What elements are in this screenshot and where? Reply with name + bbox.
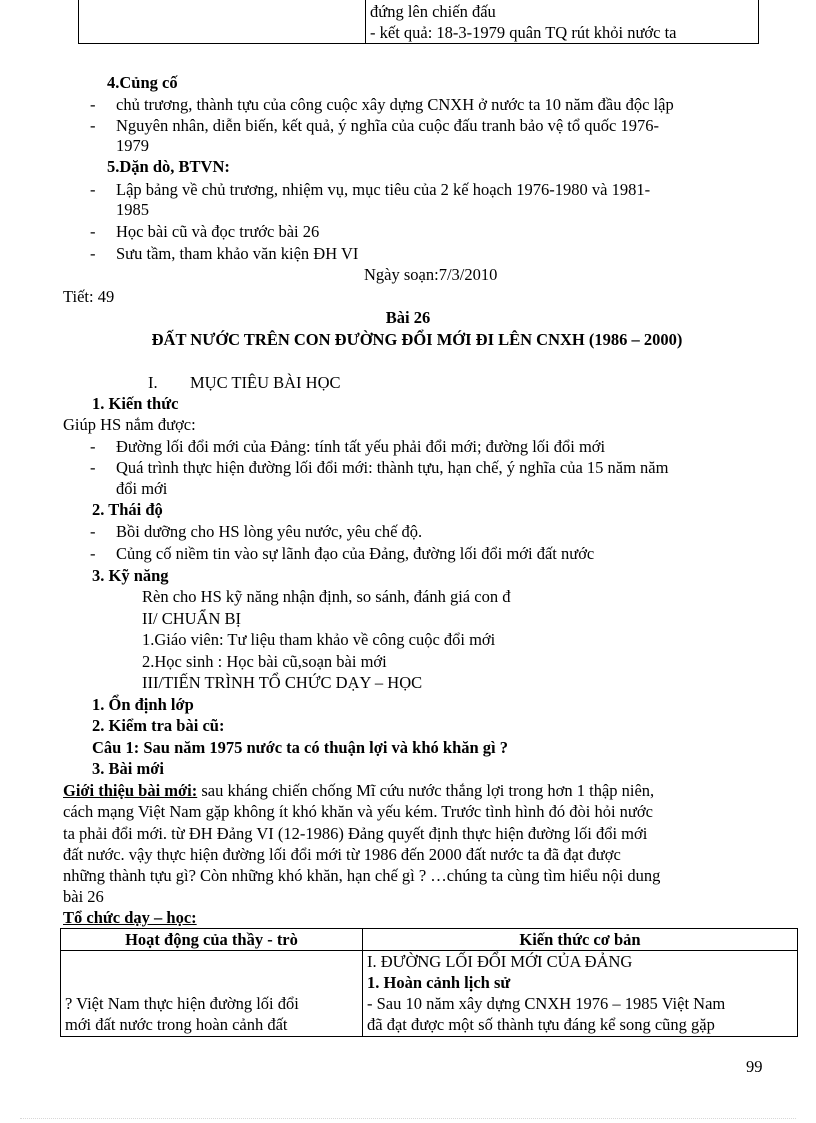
bullet-dash: - bbox=[90, 180, 96, 199]
cung-co-item-2: Nguyên nhân, diễn biến, kết quả, ý nghĩa của cuộc đấu tranh bảo vệ tổ quốc 1976- bbox=[116, 116, 659, 135]
gioi-thieu-line-5: những thành tựu gì? Còn những khó khăn, hạn chế gì ? …chúng ta cùng tìm hiểu nội dung bbox=[63, 866, 661, 885]
bullet-dash: - bbox=[90, 244, 96, 263]
lesson-number: Bài 26 bbox=[385, 308, 431, 327]
table-header-left: Hoạt động của thầy - trò bbox=[61, 929, 363, 951]
kien-thuc-item-2-cont: đổi mới bbox=[116, 479, 168, 498]
bullet-dash: - bbox=[90, 222, 96, 241]
gioi-thieu-label: Giới thiệu bài mới: bbox=[63, 781, 198, 800]
ky-nang-line: Rèn cho HS kỹ năng nhận định, so sánh, đánh giá con đ bbox=[142, 587, 511, 606]
left-cell-line-2: mới đất nước trong hoàn cảnh đất bbox=[65, 1015, 288, 1034]
cau-hoi-1: Câu 1: Sau năm 1975 nước ta có thuận lợi và khó khăn gì ? bbox=[92, 738, 509, 757]
muc-tieu-title: MỤC TIÊU BÀI HỌC bbox=[190, 373, 341, 392]
kien-thuc-heading: 1. Kiến thức bbox=[92, 394, 179, 413]
dan-do-item-2: Học bài cũ và đọc trước bài 26 bbox=[116, 222, 320, 241]
page-number: 99 bbox=[746, 1057, 763, 1076]
left-cell-line-1: ? Việt Nam thực hiện đường lối đổi bbox=[65, 994, 299, 1013]
table-left-cell bbox=[61, 951, 363, 1037]
top-table-line-1: đứng lên chiến đấu bbox=[370, 2, 496, 21]
thai-do-heading: 2. Thái độ bbox=[92, 500, 163, 519]
bai-moi-heading: 3. Bài mới bbox=[92, 759, 164, 778]
gioi-thieu-line-1 bbox=[63, 780, 654, 801]
right-cell-section: I. ĐƯỜNG LỐI ĐỔI MỚI CỦA ĐẢNG bbox=[367, 952, 633, 971]
kien-thuc-intro: Giúp HS nắm được: bbox=[63, 415, 196, 434]
table-header-right: Kiến thức cơ bản bbox=[363, 929, 798, 951]
gioi-thieu-line-2: cách mạng Việt Nam gặp không ít khó khăn và yếu kém. Trước tình hình đó đòi hỏi nước bbox=[63, 802, 653, 821]
right-cell-subheading: 1. Hoàn cảnh lịch sử bbox=[367, 973, 511, 992]
right-cell-line-1: - Sau 10 năm xây dựng CNXH 1976 – 1985 Việt Nam bbox=[367, 994, 726, 1013]
gioi-thieu-text-1: sau kháng chiến chống Mĩ cứu nước thắng lợi trong hơn 1 thập niên, bbox=[197, 781, 655, 800]
to-chuc-heading: Tổ chức dạy – học: bbox=[63, 908, 197, 927]
cung-co-item-1: chủ trương, thành tựu của công cuộc xây dựng CNXH ở nước ta 10 năm đầu độc lập bbox=[116, 95, 674, 114]
gioi-thieu-line-3: ta phải đổi mới. từ ĐH Đảng VI (12-1986) Đảng quyết định thực hiện đường lối đổi mới bbox=[63, 824, 648, 843]
top-table-left-cell bbox=[79, 0, 366, 44]
chuan-bi-heading: II/ CHUẨN BỊ bbox=[142, 609, 241, 628]
on-dinh-lop: 1. Ổn định lớp bbox=[92, 695, 194, 714]
bullet-dash: - bbox=[90, 522, 96, 541]
top-table bbox=[78, 0, 759, 44]
chuan-bi-giao-vien: 1.Giáo viên: Tư liệu tham khảo về công cuộc đổi mới bbox=[142, 630, 496, 649]
top-table-line-2: - kết quả: 18-3-1979 quân TQ rút khỏi nước ta bbox=[370, 23, 677, 42]
kien-thuc-item-1: Đường lối đổi mới của Đảng: tính tất yếu phải đổi mới; đường lối đổi mới bbox=[116, 437, 606, 456]
bullet-dash: - bbox=[90, 544, 96, 563]
dan-do-heading: 5.Dặn dò, BTVN: bbox=[107, 157, 230, 176]
cung-co-heading: 4.Củng cố bbox=[107, 73, 178, 92]
page-footer-divider bbox=[20, 1118, 796, 1119]
dan-do-item-3: Sưu tầm, tham khảo văn kiện ĐH VI bbox=[116, 244, 359, 263]
muc-tieu-roman: I. bbox=[148, 373, 158, 392]
bullet-dash: - bbox=[90, 116, 96, 135]
cung-co-item-2-cont: 1979 bbox=[116, 136, 149, 155]
dan-do-item-1-cont: 1985 bbox=[116, 200, 149, 219]
lesson-title: ĐẤT NƯỚC TRÊN CON ĐƯỜNG ĐỔI MỚI ĐI LÊN CNXH (1986 – 2000) bbox=[151, 330, 683, 349]
lesson-table bbox=[60, 928, 798, 1037]
thai-do-item-1: Bồi dưỡng cho HS lòng yêu nước, yêu chế độ. bbox=[116, 522, 423, 541]
table-right-cell bbox=[363, 951, 798, 1037]
bullet-dash: - bbox=[90, 458, 96, 477]
ky-nang-heading: 3. Kỹ năng bbox=[92, 566, 169, 585]
gioi-thieu-line-4: đất nước. vậy thực hiện đường lối đổi mới từ 1986 đến 2000 đất nước ta đã đạt được bbox=[63, 845, 621, 864]
kiem-tra-bai-cu: 2. Kiểm tra bài cũ: bbox=[92, 716, 225, 735]
bullet-dash: - bbox=[90, 437, 96, 456]
right-cell-line-2: đã đạt được một số thành tựu đáng kể song cũng gặp bbox=[367, 1015, 715, 1034]
top-table-right-cell bbox=[366, 0, 759, 44]
ngay-soan: Ngày soạn:7/3/2010 bbox=[364, 265, 498, 284]
thai-do-item-2: Củng cố niềm tin vào sự lãnh đạo của Đảng, đường lối đổi mới đất nước bbox=[116, 544, 595, 563]
chuan-bi-hoc-sinh: 2.Học sinh : Học bài cũ,soạn bài mới bbox=[142, 652, 387, 671]
dan-do-item-1: Lập bảng về chủ trương, nhiệm vụ, mục tiêu của 2 kế hoạch 1976-1980 và 1981- bbox=[116, 180, 651, 199]
tiet: Tiết: 49 bbox=[63, 287, 115, 306]
bullet-dash: - bbox=[90, 95, 96, 114]
gioi-thieu-line-6: bài 26 bbox=[63, 887, 104, 906]
tien-trinh-heading: III/TIẾN TRÌNH TỔ CHỨC DẠY – HỌC bbox=[142, 673, 423, 692]
kien-thuc-item-2: Quá trình thực hiện đường lối đổi mới: thành tựu, hạn chế, ý nghĩa của 15 năm năm bbox=[116, 458, 669, 477]
